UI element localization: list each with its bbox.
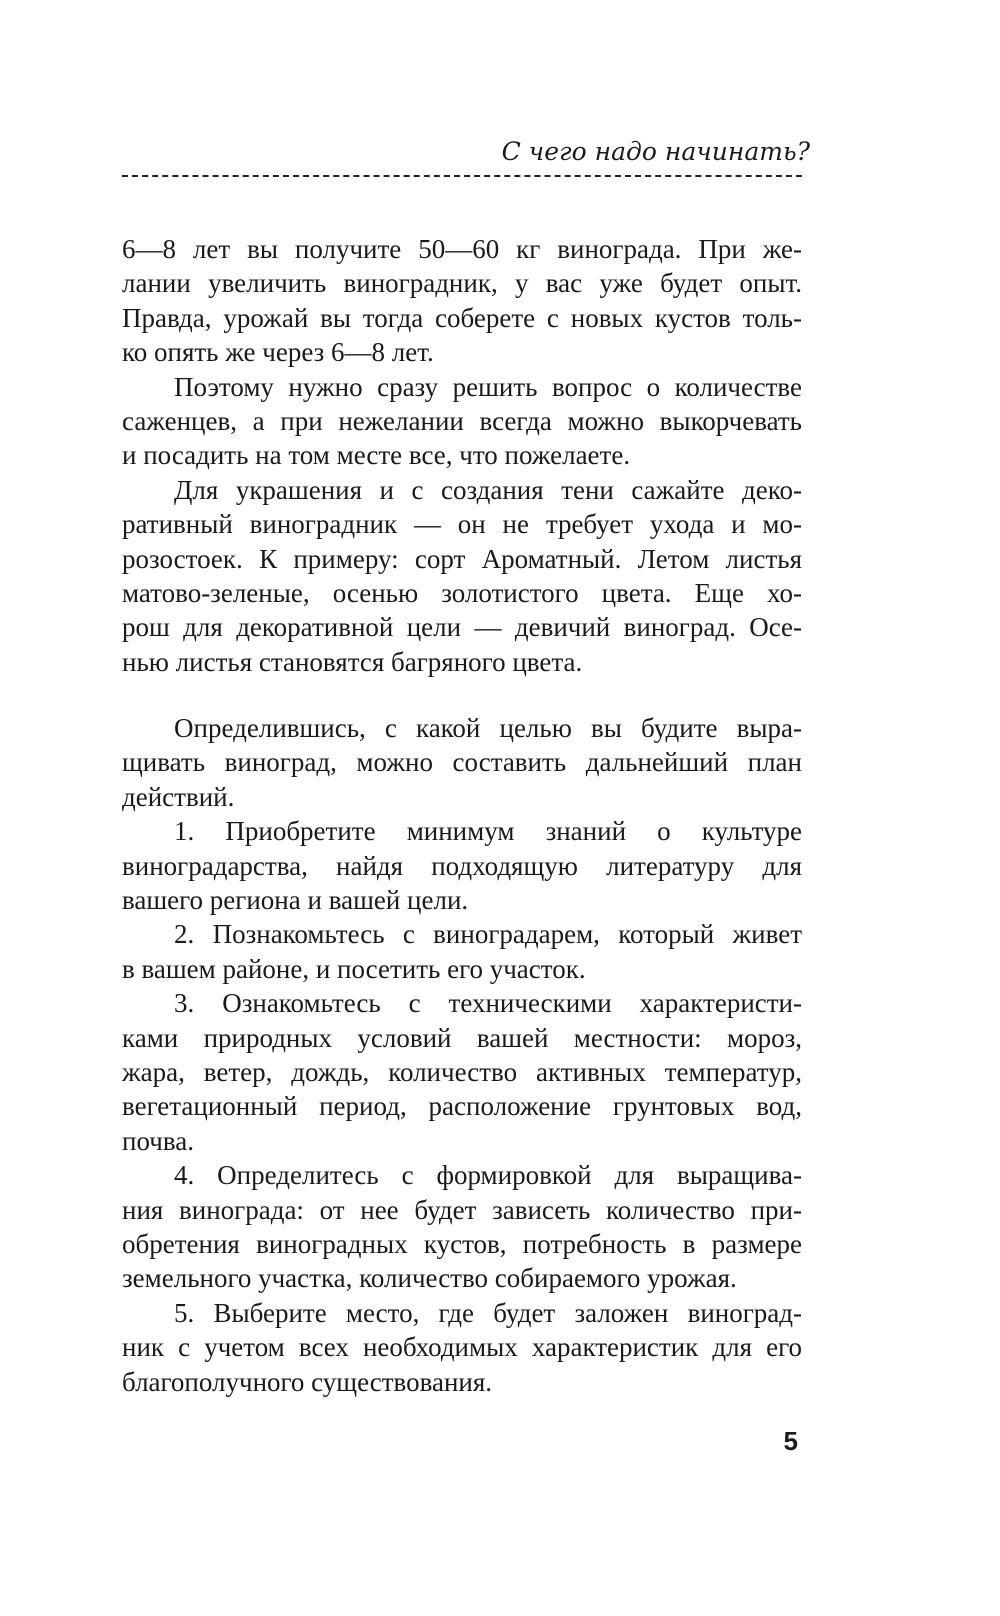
header-dashed-rule — [122, 175, 802, 177]
list-item-5 — [122, 1296, 802, 1399]
text-line: вашего региона и вашей цели. — [122, 885, 469, 916]
text-line: саженцев, а при нежелании всегда можно выкорчевать — [122, 405, 802, 436]
text-line: действий. — [122, 781, 235, 812]
text-line: виноградарства, найдя подходящую литературу для — [122, 850, 802, 881]
list-item-2 — [122, 917, 802, 986]
text-line: 5. Выберите место, где будет заложен виноград- — [174, 1297, 802, 1328]
paragraph-4 — [122, 711, 802, 814]
text-line: ко опять же через 6—8 лет. — [122, 337, 434, 368]
text-line: розостоек. К примеру: сорт Ароматный. Летом листья — [122, 543, 802, 574]
text-line: 1. Приобретите минимум знаний о культуре — [174, 816, 802, 847]
paragraph-1 — [122, 232, 802, 370]
text-line: ративный виноградник — он не требует ухода и мо- — [122, 509, 802, 540]
paragraph-2 — [122, 370, 802, 473]
text-line: Правда, урожай вы тогда соберете с новых кустов толь- — [122, 302, 802, 333]
list-item-1 — [122, 814, 802, 917]
paragraph-3 — [122, 473, 802, 679]
text-line: обретения виноградных кустов, потребность в размере — [122, 1228, 802, 1259]
section-spacer — [122, 679, 802, 711]
body-text — [122, 232, 802, 1399]
text-line: Поэтому нужно сразу решить вопрос о количестве — [174, 371, 802, 402]
running-head: С чего надо начинать? — [501, 137, 810, 166]
text-line: 3. Ознакомьтесь с техническими характеристи- — [174, 988, 802, 1019]
text-line: жара, ветер, дождь, количество активных температур, — [122, 1056, 802, 1087]
page-number: 5 — [783, 1426, 798, 1456]
text-line: ками природных условий вашей местности: мороз, — [122, 1022, 802, 1053]
text-line: ник с учетом всех необходимых характеристик для его — [122, 1332, 802, 1363]
text-line: ния винограда: от нее будет зависеть количество при- — [122, 1194, 802, 1225]
text-line: 2. Познакомьтесь с виноградарем, который живет — [174, 919, 802, 950]
text-line: благополучного существования. — [122, 1366, 493, 1397]
text-line: Определившись, с какой целью вы будите выра- — [174, 713, 802, 744]
text-line: Для украшения и с создания тени сажайте деко- — [174, 474, 802, 505]
list-item-4 — [122, 1158, 802, 1296]
text-line: рош для декоративной цели — девичий виноград. Осе- — [122, 612, 802, 643]
list-item-3 — [122, 986, 802, 1158]
text-line: земельного участка, количество собираемого урожая. — [122, 1263, 737, 1294]
text-line: 6—8 лет вы получите 50—60 кг винограда. При же- — [122, 234, 802, 264]
text-line: лании увеличить виноградник, у вас уже будет опыт. — [122, 268, 802, 299]
text-line: 4. Определитесь с формировкой для выращива- — [174, 1160, 802, 1191]
text-line: нью листья становятся багряного цвета. — [122, 646, 583, 677]
text-line: вегетационный период, расположение грунтовых вод, — [122, 1091, 802, 1122]
text-line: и посадить на том месте все, что пожелаете. — [122, 440, 631, 471]
text-line: матово-зеленые, осенью золотистого цвета. Еще хо- — [122, 577, 802, 608]
text-line: почва. — [122, 1125, 194, 1156]
text-line: в вашем районе, и посетить его участок. — [122, 953, 586, 984]
text-line: щивать виноград, можно составить дальнейший план — [122, 747, 802, 778]
